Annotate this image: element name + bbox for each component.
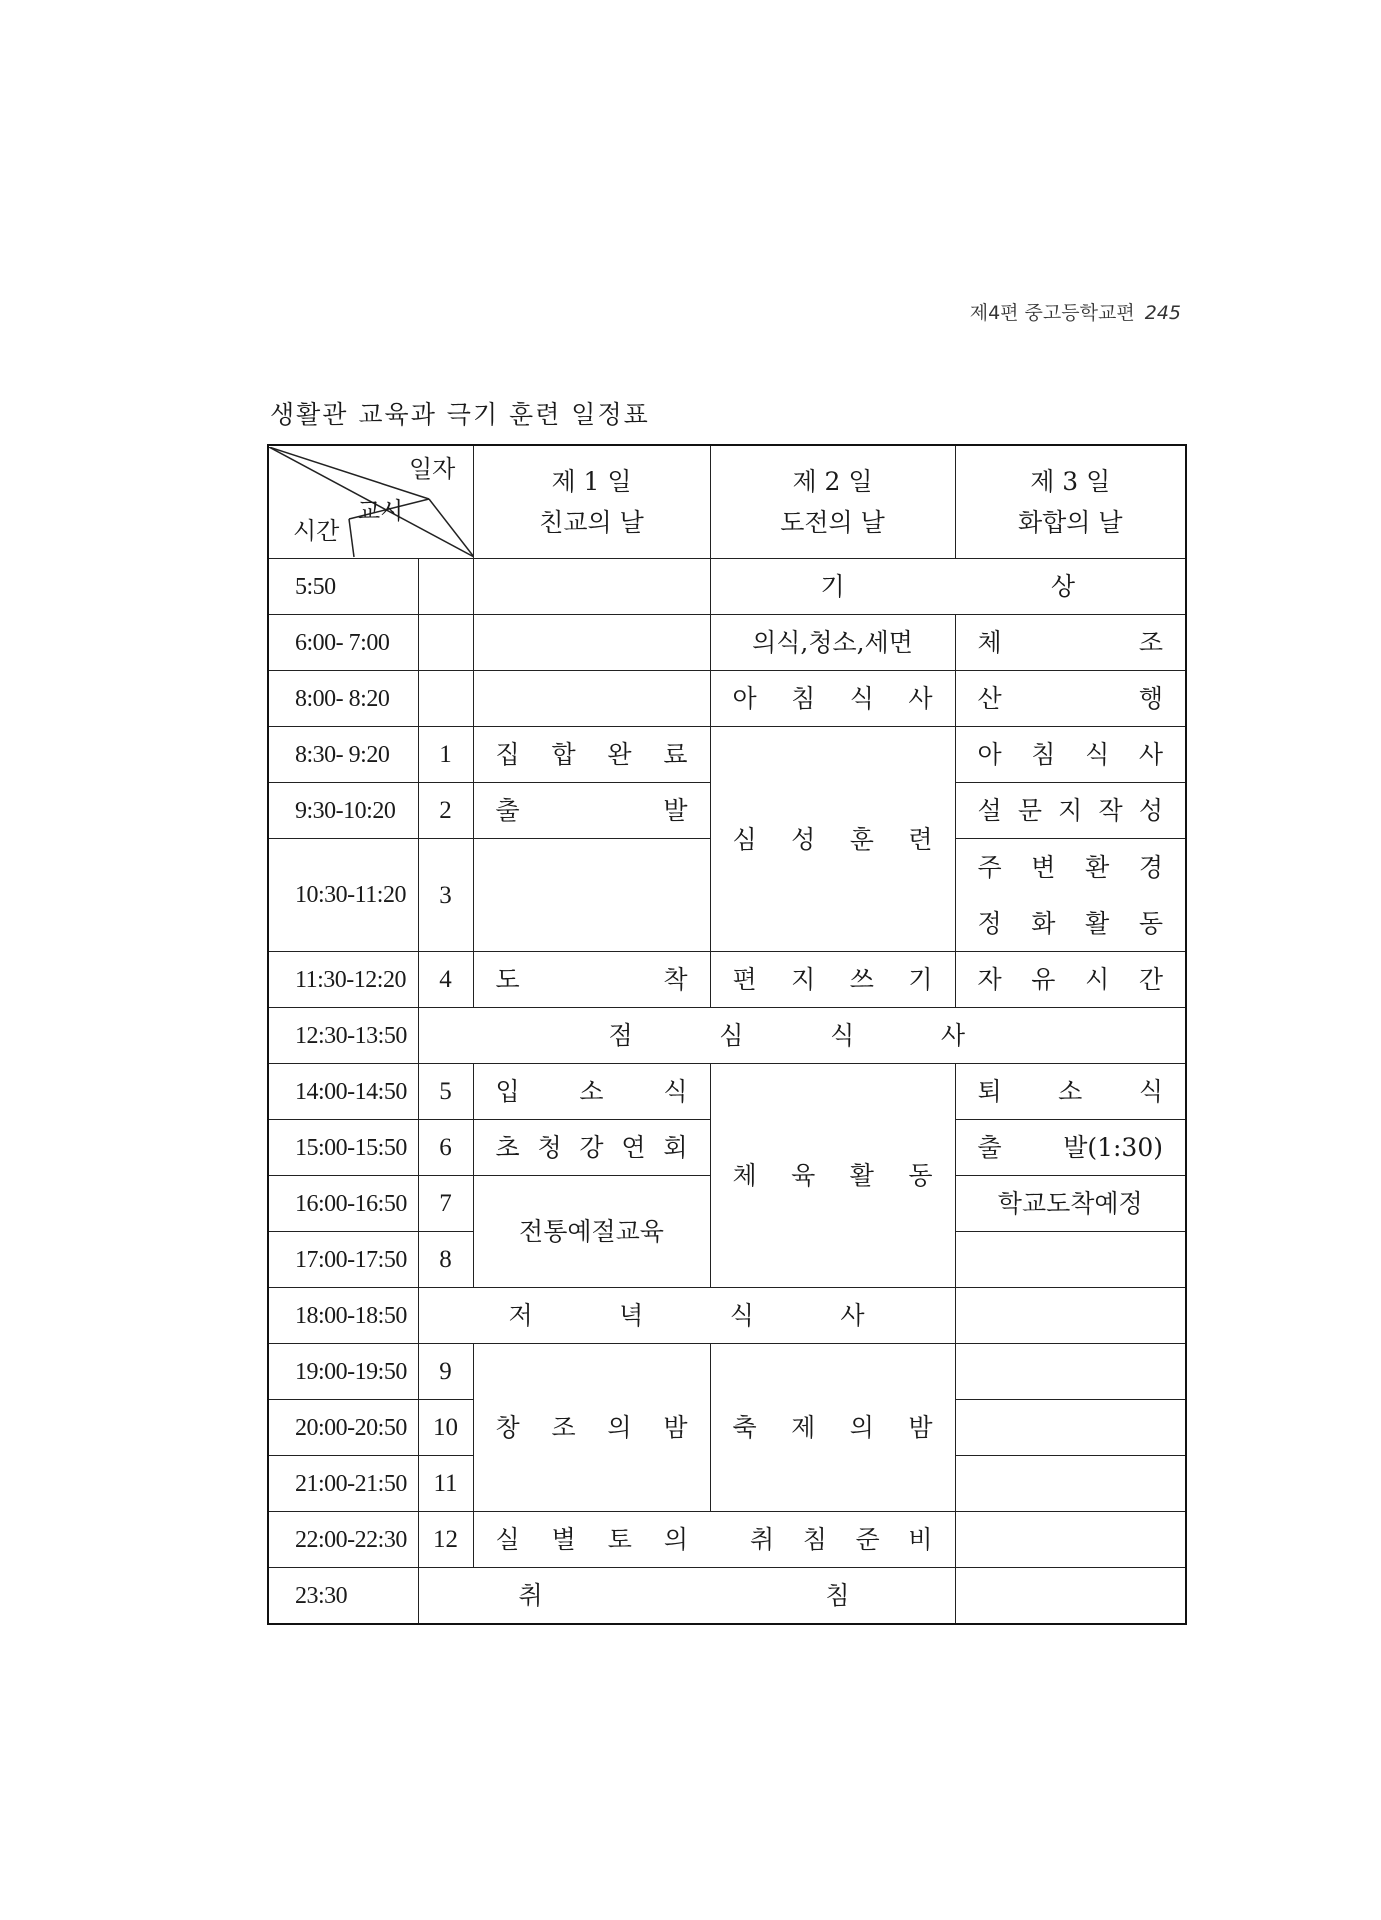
event-text: 연 [621, 1133, 646, 1162]
event-text: 시 [1085, 965, 1110, 994]
event-text: 행 [1138, 684, 1163, 713]
event-cell [473, 1344, 710, 1512]
time-cell: 15:00-15:50 [268, 1120, 418, 1176]
period-cell: 3 [418, 839, 473, 952]
time-cell: 19:00-19:50 [268, 1344, 418, 1400]
time-cell: 12:30-13:50 [268, 1008, 418, 1064]
time-cell: 14:00-14:50 [268, 1064, 418, 1120]
period-cell: 4 [418, 952, 473, 1008]
event-text: 사 [840, 1301, 865, 1330]
period-cell [418, 559, 473, 615]
page-number: 245 [1144, 302, 1181, 324]
period-cell: 6 [418, 1120, 473, 1176]
event-text: 동 [908, 1161, 933, 1190]
event-cell [955, 1568, 1186, 1625]
time-cell: 5:50 [268, 559, 418, 615]
table-row [268, 952, 1186, 1008]
time-cell: 20:00-20:50 [268, 1400, 418, 1456]
event-cell [955, 1064, 1186, 1120]
event-text: 변 [1031, 852, 1056, 882]
event-cell [955, 1456, 1186, 1512]
event-text: 훈 [849, 824, 874, 854]
event-text: 육 [791, 1161, 816, 1190]
event-text: 의 [849, 1413, 874, 1442]
event-text: 집 [495, 740, 520, 769]
event-text: 출 [495, 796, 520, 825]
day-axis-label: 일자 [409, 455, 456, 483]
time-cell: 18:00-18:50 [268, 1288, 418, 1344]
day1-title: 제 1 일 [551, 467, 632, 496]
time-cell: 11:30-12:20 [268, 952, 418, 1008]
event-text: 주 [977, 852, 1002, 882]
event-text: 성 [1138, 796, 1163, 825]
event-text: 점 [608, 1021, 633, 1050]
day2-subtitle: 도전의 날 [780, 508, 885, 537]
event-text: 침 [1031, 740, 1056, 769]
time-cell: 10:30-11:20 [268, 839, 418, 952]
event-text: 식 [1138, 1077, 1163, 1106]
event-text: 비 [908, 1525, 933, 1554]
event-cell [955, 671, 1186, 727]
table-row [268, 1344, 1186, 1400]
event-text: 퇴 [977, 1077, 1002, 1106]
running-header [970, 298, 1181, 325]
day1-subtitle: 친교의 날 [539, 508, 644, 537]
event-cell [710, 615, 955, 671]
event-cell [473, 783, 710, 839]
event-text: 사 [1138, 740, 1163, 769]
day3-header [955, 445, 1186, 559]
time-cell: 9:30-10:20 [268, 783, 418, 839]
time-cell: 8:30- 9:20 [268, 727, 418, 783]
event-text: 실 [495, 1525, 520, 1554]
event-cell [710, 1064, 955, 1288]
event-text: 착 [663, 965, 688, 994]
event-cell [955, 1120, 1186, 1176]
event-cell [955, 952, 1186, 1008]
event-text: 체 [977, 628, 1002, 657]
event-text: 토 [607, 1525, 632, 1554]
time-axis-label: 시간 [293, 517, 340, 545]
event-text: 준 [855, 1525, 880, 1554]
event-text: 경 [1138, 852, 1163, 882]
event-cell [955, 839, 1186, 952]
event-text: 기 [820, 572, 845, 601]
event-cell [710, 559, 1186, 615]
period-cell: 11 [418, 1456, 473, 1512]
day3-title: 제 3 일 [1030, 467, 1111, 496]
event-text: 문 [1017, 796, 1042, 825]
event-text: 출 [977, 1133, 1002, 1162]
event-cell [473, 1512, 955, 1568]
event-text: 발 [663, 796, 688, 825]
event-text: 식 [830, 1021, 855, 1050]
header-row [268, 445, 1186, 559]
event-cell [473, 1176, 710, 1288]
event-cell [473, 1120, 710, 1176]
event-cell [955, 1400, 1186, 1456]
day2-header [710, 445, 955, 559]
event-text: 취 [749, 1525, 775, 1554]
event-cell [710, 727, 955, 952]
period-cell: 9 [418, 1344, 473, 1400]
time-cell: 21:00-21:50 [268, 1456, 418, 1512]
event-text: 심 [719, 1021, 744, 1050]
event-text: 별 [551, 1525, 576, 1554]
time-cell: 16:00-16:50 [268, 1176, 418, 1232]
event-text: 기 [908, 965, 933, 994]
time-cell: 6:00- 7:00 [268, 615, 418, 671]
event-cell [955, 727, 1186, 783]
event-text: 청 [537, 1133, 562, 1162]
table-row [268, 1288, 1186, 1344]
event-text: 상 [1050, 572, 1075, 601]
event-text: 밤 [908, 1413, 933, 1442]
event-cell [473, 952, 710, 1008]
event-text: 강 [579, 1133, 604, 1162]
event-text: 설 [977, 796, 1002, 825]
event-text: 동 [1138, 908, 1163, 938]
event-text: 식 [849, 684, 874, 713]
event-text: 성 [791, 824, 816, 854]
event-text: 발(1:30) [1063, 1133, 1163, 1162]
event-cell [955, 1232, 1186, 1288]
time-cell: 22:00-22:30 [268, 1512, 418, 1568]
event-text: 정 [977, 908, 1002, 938]
event-cell [418, 1008, 1186, 1064]
table-row [268, 727, 1186, 783]
event-cell [710, 1344, 955, 1512]
event-text: 료 [663, 740, 688, 769]
schedule-table [267, 444, 1187, 1625]
event-cell [955, 1176, 1186, 1232]
event-text: 녁 [619, 1301, 644, 1330]
event-cell [710, 671, 955, 727]
event-cell [955, 1288, 1186, 1344]
event-text: 심 [732, 824, 757, 854]
event-text: 침 [825, 1581, 850, 1610]
event-cell [955, 1344, 1186, 1400]
table-row [268, 1568, 1186, 1625]
event-text: 활 [1085, 908, 1110, 938]
event-cell [473, 615, 710, 671]
event-text: 유 [1031, 965, 1056, 994]
event-text: 합 [551, 740, 576, 769]
event-cell [418, 1568, 955, 1625]
event-text: 련 [908, 824, 933, 854]
table-caption: 생활관 교육과 극기 훈련 일정표 [270, 400, 650, 429]
event-text: 산 [977, 684, 1002, 713]
period-cell: 2 [418, 783, 473, 839]
event-text: 완 [607, 740, 632, 769]
day2-title: 제 2 일 [792, 467, 873, 496]
event-text: 아 [977, 740, 1002, 769]
event-text: 도 [495, 965, 520, 994]
event-cell [473, 1064, 710, 1120]
table-row [268, 1064, 1186, 1120]
event-cell [710, 952, 955, 1008]
event-text: 의식,청소,세면 [752, 628, 913, 657]
period-cell: 12 [418, 1512, 473, 1568]
corner-cell [268, 445, 473, 559]
event-text: 축 [732, 1413, 757, 1442]
event-text: 체 [732, 1161, 757, 1190]
period-axis-label: 교시 [357, 497, 404, 525]
event-text: 소 [1058, 1077, 1083, 1106]
period-cell: 7 [418, 1176, 473, 1232]
event-text: 사 [908, 684, 933, 713]
period-cell: 10 [418, 1400, 473, 1456]
event-text: 식 [663, 1077, 688, 1106]
event-text: 제 [791, 1413, 816, 1442]
event-text: 입 [495, 1077, 520, 1106]
event-cell [955, 615, 1186, 671]
event-text: 회 [663, 1133, 688, 1162]
event-text: 활 [849, 1161, 874, 1190]
event-text: 지 [791, 965, 816, 994]
event-text: 자 [977, 965, 1002, 994]
event-cell [473, 727, 710, 783]
time-cell: 23:30 [268, 1568, 418, 1625]
event-text: 환 [1085, 852, 1110, 882]
event-text: 전통예절교육 [519, 1217, 664, 1246]
table-row [268, 1512, 1186, 1568]
period-cell [418, 671, 473, 727]
event-text: 취 [518, 1581, 543, 1610]
period-cell: 1 [418, 727, 473, 783]
event-text: 화 [1031, 908, 1056, 938]
event-cell [955, 1512, 1186, 1568]
table-row [268, 615, 1186, 671]
time-cell: 17:00-17:50 [268, 1232, 418, 1288]
event-text: 사 [940, 1021, 965, 1050]
event-text: 초 [495, 1133, 520, 1162]
event-text: 아 [732, 684, 757, 713]
event-text: 소 [579, 1077, 604, 1106]
day3-subtitle: 화합의 날 [1017, 508, 1123, 537]
event-text: 의 [663, 1525, 688, 1554]
event-text: 편 [732, 965, 757, 994]
running-header-text: 제4편 중고등학교편 [969, 302, 1135, 324]
event-cell [473, 559, 710, 615]
event-text: 쓰 [849, 965, 874, 994]
period-cell: 8 [418, 1232, 473, 1288]
period-cell [418, 615, 473, 671]
event-cell [473, 671, 710, 727]
event-text: 조 [1138, 628, 1163, 657]
event-text: 작 [1098, 796, 1123, 825]
event-cell [418, 1288, 955, 1344]
period-cell: 5 [418, 1064, 473, 1120]
event-text: 지 [1058, 796, 1083, 825]
event-text: 침 [791, 684, 816, 713]
time-cell: 8:00- 8:20 [268, 671, 418, 727]
event-text: 밤 [663, 1413, 688, 1442]
event-text: 조 [551, 1413, 576, 1442]
event-text: 저 [508, 1301, 533, 1330]
event-text: 간 [1138, 965, 1163, 994]
day1-header [473, 445, 710, 559]
table-row [268, 671, 1186, 727]
event-cell [473, 839, 710, 952]
event-cell [955, 783, 1186, 839]
event-text: 의 [607, 1413, 632, 1442]
event-text: 식 [1085, 740, 1110, 769]
event-text: 학교도착예정 [997, 1189, 1143, 1218]
event-text: 창 [495, 1413, 520, 1442]
event-text: 식 [729, 1301, 754, 1330]
table-row [268, 559, 1186, 615]
event-text: 침 [802, 1525, 827, 1554]
table-row [268, 1008, 1186, 1064]
